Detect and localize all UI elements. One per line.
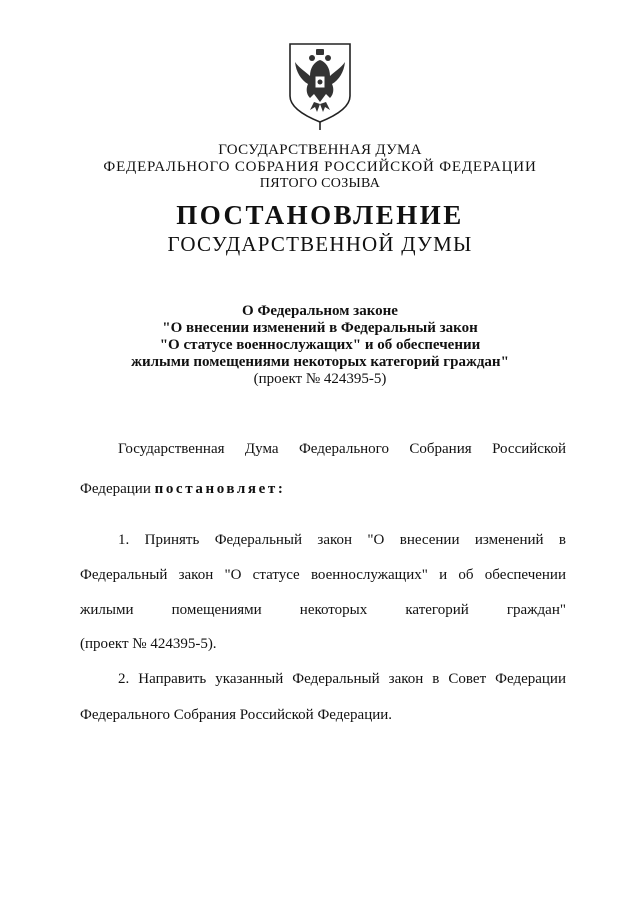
document-subtitle: ГОСУДАРСТВЕННОЙ ДУМЫ bbox=[167, 232, 473, 256]
about-line-1: О Федеральном законе bbox=[242, 303, 398, 319]
item1-line-4: (проект № 424395-5). bbox=[80, 636, 217, 652]
coat-of-arms-emblem bbox=[284, 40, 356, 130]
about-line-3: "О статусе военнослужащих" и об обеспечении bbox=[159, 337, 481, 353]
header-line-convocation: ПЯТОГО СОЗЫВА bbox=[259, 176, 381, 191]
document-title: ПОСТАНОВЛЕНИЕ bbox=[176, 200, 464, 230]
project-number: (проект № 424395-5) bbox=[253, 371, 387, 387]
item2-line-2: Федерального Собрания Российской Федерации. bbox=[80, 707, 393, 723]
about-line-4: жилыми помещениями некоторых категорий граждан" bbox=[131, 354, 509, 370]
intro-line-2 bbox=[80, 481, 566, 498]
resolution-verb: постановляет: bbox=[154, 481, 286, 497]
item2-line-1: 2. Направить указанный Федеральный закон в Совет Федерации bbox=[118, 671, 566, 687]
item1-line-1: 1. Принять Федеральный закон "О внесении изменений в bbox=[118, 532, 566, 548]
intro-line-2-prefix: Федерации bbox=[80, 481, 151, 497]
about-line-2: "О внесении изменений в Федеральный закон bbox=[162, 320, 478, 336]
header-line-federal-assembly: ФЕДЕРАЛЬНОГО СОБРАНИЯ РОССИЙСКОЙ ФЕДЕРАЦИИ bbox=[103, 159, 537, 175]
item1-line-3: жилыми помещениями некоторых категорий граждан" bbox=[80, 602, 566, 618]
header-line-duma: ГОСУДАРСТВЕННАЯ ДУМА bbox=[218, 142, 422, 158]
item1-line-2: Федеральный закон "О статусе военнослужащих" и об обеспечении bbox=[80, 567, 566, 583]
intro-line-1: Государственная Дума Федерального Собрания Российской bbox=[118, 441, 566, 457]
